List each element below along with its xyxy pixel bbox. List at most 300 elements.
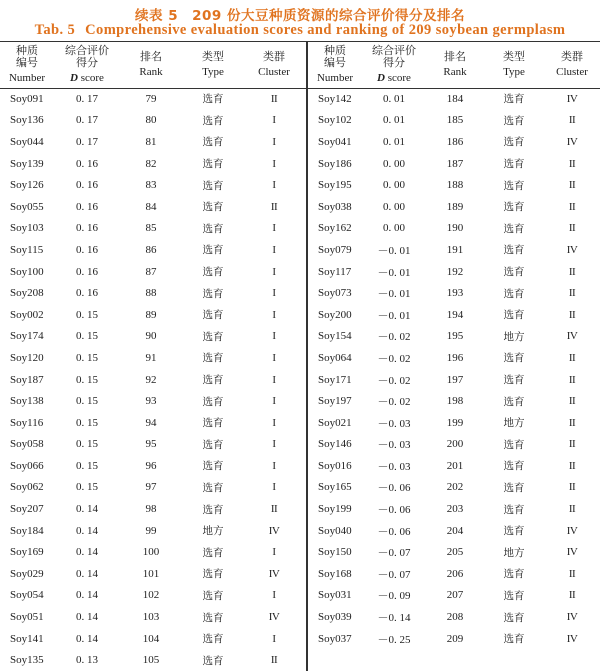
cluster-cell: II	[568, 481, 576, 494]
table-row	[0, 390, 304, 412]
germplasm-id-cell: Soy100	[10, 265, 44, 278]
table-row	[0, 649, 304, 671]
type-cell: 地方	[503, 546, 525, 559]
cluster-cell: II	[568, 503, 576, 516]
dscore-cell: 0. 14	[76, 546, 98, 559]
cluster-cell: II	[568, 222, 576, 235]
dscore-cell: 0. 01	[383, 135, 405, 148]
header-germplasm: 种质 编号 Number	[8, 44, 46, 84]
dscore-cell: 0. 15	[76, 330, 98, 343]
type-cell: 选育	[202, 611, 224, 624]
table-row	[0, 110, 304, 132]
dscore-cell: 0. 16	[76, 179, 98, 192]
type-cell: 选育	[202, 179, 224, 192]
rank-cell: 191	[446, 243, 464, 256]
type-cell: 选育	[202, 633, 224, 646]
rank-cell: 200	[446, 438, 464, 451]
rank-cell: 87	[145, 265, 157, 278]
germplasm-id-cell: Soy141	[10, 632, 44, 645]
germplasm-id-cell: Soy120	[10, 351, 44, 364]
germplasm-id-cell: Soy066	[10, 459, 44, 472]
cluster-cell: II	[568, 351, 576, 364]
germplasm-id-cell: Soy016	[318, 459, 352, 472]
germplasm-id-cell: Soy162	[318, 222, 352, 235]
type-cell: 选育	[202, 287, 224, 300]
dscore-cell: －0. 03	[377, 439, 411, 452]
type-cell: 选育	[202, 352, 224, 365]
dscore-cell: 0. 17	[76, 114, 98, 127]
header-dscore: 综合评价 得分 D score	[65, 44, 109, 84]
rank-cell: 196	[446, 351, 464, 364]
dscore-cell: 0. 15	[76, 416, 98, 429]
table-row	[308, 498, 600, 520]
table-row	[0, 563, 304, 585]
germplasm-id-cell: Soy021	[318, 416, 352, 429]
header-cluster: 类群 Cluster	[258, 50, 290, 78]
rank-cell: 185	[446, 114, 464, 127]
germplasm-id-cell: Soy154	[318, 330, 352, 343]
table-row	[0, 326, 304, 348]
dscore-cell: －0. 01	[377, 309, 411, 322]
cluster-cell: I	[272, 135, 276, 148]
dscore-cell: 0. 14	[76, 567, 98, 580]
germplasm-id-cell: Soy138	[10, 395, 44, 408]
dscore-cell: 0. 01	[383, 114, 405, 127]
table-caption-chinese: 续表 5 209 份大豆种质资源的综合评价得分及排名	[135, 8, 465, 24]
type-cell: 选育	[503, 266, 525, 279]
type-cell: 选育	[202, 589, 224, 602]
germplasm-id-cell: Soy165	[318, 481, 352, 494]
type-cell: 选育	[202, 136, 224, 149]
cluster-cell: II	[270, 654, 278, 667]
dscore-cell: 0. 14	[76, 589, 98, 602]
dscore-cell: －0. 09	[377, 590, 411, 603]
cluster-cell: IV	[268, 524, 280, 537]
dscore-cell: －0. 07	[377, 568, 411, 581]
rank-cell: 198	[446, 395, 464, 408]
cluster-cell: I	[272, 351, 276, 364]
cluster-cell: II	[568, 589, 576, 602]
cluster-cell: I	[272, 416, 276, 429]
cluster-cell: I	[272, 395, 276, 408]
germplasm-id-cell: Soy135	[10, 654, 44, 667]
cluster-cell: IV	[566, 546, 578, 559]
table-row	[308, 628, 600, 650]
type-cell: 选育	[202, 395, 224, 408]
dscore-cell: 0. 14	[76, 632, 98, 645]
germplasm-id-cell: Soy040	[318, 524, 352, 537]
table-row	[308, 477, 600, 499]
type-cell: 选育	[202, 266, 224, 279]
cluster-cell: IV	[566, 243, 578, 256]
table-row	[0, 585, 304, 607]
table-header-rule	[0, 88, 600, 89]
germplasm-id-cell: Soy002	[10, 308, 44, 321]
type-cell: 选育	[503, 525, 525, 538]
rank-cell: 197	[446, 373, 464, 386]
germplasm-id-cell: Soy044	[10, 135, 44, 148]
germplasm-id-cell: Soy054	[10, 589, 44, 602]
dscore-cell: －0. 14	[377, 612, 411, 625]
rank-cell: 199	[446, 416, 464, 429]
table-row	[0, 347, 304, 369]
dscore-cell: 0. 13	[76, 654, 98, 667]
rank-cell: 98	[145, 503, 157, 516]
germplasm-id-cell: Soy126	[10, 179, 44, 192]
type-cell: 选育	[503, 460, 525, 473]
dscore-cell: －0. 06	[377, 525, 411, 538]
germplasm-id-cell: Soy187	[10, 373, 44, 386]
type-cell: 选育	[503, 633, 525, 646]
germplasm-id-cell: Soy171	[318, 373, 352, 386]
germplasm-id-cell: Soy199	[318, 503, 352, 516]
cluster-cell: II	[568, 416, 576, 429]
rank-cell: 83	[145, 179, 157, 192]
cluster-cell: II	[568, 114, 576, 127]
table-row	[0, 282, 304, 304]
germplasm-id-cell: Soy197	[318, 395, 352, 408]
table-row	[0, 455, 304, 477]
type-cell: 选育	[503, 93, 525, 106]
table-row	[308, 347, 600, 369]
table-row	[0, 369, 304, 391]
rank-cell: 103	[142, 611, 160, 624]
germplasm-id-cell: Soy037	[318, 632, 352, 645]
germplasm-id-cell: Soy200	[318, 308, 352, 321]
cluster-cell: I	[272, 308, 276, 321]
cluster-cell: II	[568, 308, 576, 321]
type-cell: 选育	[503, 287, 525, 300]
dscore-cell: －0. 01	[377, 244, 411, 257]
header-cluster: 类群 Cluster	[556, 50, 588, 78]
cluster-cell: II	[568, 395, 576, 408]
germplasm-id-cell: Soy117	[318, 265, 352, 278]
dscore-cell: －0. 06	[377, 482, 411, 495]
germplasm-id-cell: Soy142	[318, 92, 352, 105]
germplasm-id-cell: Soy168	[318, 567, 352, 580]
type-cell: 选育	[202, 330, 224, 343]
rank-cell: 195	[446, 330, 464, 343]
germplasm-id-cell: Soy103	[10, 222, 44, 235]
germplasm-id-cell: Soy091	[10, 92, 44, 105]
table-row	[0, 477, 304, 499]
rank-cell: 208	[446, 611, 464, 624]
cluster-cell: II	[568, 459, 576, 472]
table-row	[308, 434, 600, 456]
rank-cell: 186	[446, 135, 464, 148]
table-row	[308, 110, 600, 132]
table-row	[308, 412, 600, 434]
type-cell: 选育	[202, 222, 224, 235]
dscore-cell: 0. 16	[76, 157, 98, 170]
type-cell: 选育	[202, 481, 224, 494]
rank-cell: 201	[446, 459, 464, 472]
germplasm-id-cell: Soy064	[318, 351, 352, 364]
dscore-cell: －0. 06	[377, 504, 411, 517]
cluster-cell: I	[272, 459, 276, 472]
type-cell: 选育	[503, 136, 525, 149]
dscore-cell: 0. 16	[76, 200, 98, 213]
table-row	[308, 541, 600, 563]
germplasm-id-cell: Soy062	[10, 481, 44, 494]
table-row	[308, 88, 600, 110]
table-row	[308, 174, 600, 196]
dscore-cell: 0. 16	[76, 222, 98, 235]
dscore-cell: 0. 00	[383, 222, 405, 235]
type-cell: 地方	[503, 330, 525, 343]
table-row	[308, 218, 600, 240]
table-row	[0, 88, 304, 110]
table-row	[0, 261, 304, 283]
cluster-cell: II	[568, 567, 576, 580]
table-row	[308, 520, 600, 542]
cluster-cell: II	[568, 200, 576, 213]
type-cell: 选育	[202, 93, 224, 106]
germplasm-id-cell: Soy038	[318, 200, 352, 213]
cluster-cell: II	[270, 503, 278, 516]
table-row	[308, 563, 600, 585]
type-cell: 地方	[503, 417, 525, 430]
germplasm-id-cell: Soy055	[10, 200, 44, 213]
germplasm-id-cell: Soy039	[318, 611, 352, 624]
type-cell: 选育	[202, 654, 224, 667]
scores-table-left	[0, 41, 304, 671]
cluster-cell: I	[272, 287, 276, 300]
rank-cell: 99	[145, 524, 157, 537]
germplasm-id-cell: Soy073	[318, 287, 352, 300]
dscore-cell: －0. 02	[377, 374, 411, 387]
table-top-rule	[0, 41, 600, 42]
cluster-cell: IV	[566, 632, 578, 645]
dscore-cell: －0. 02	[377, 331, 411, 344]
germplasm-id-cell: Soy195	[318, 179, 352, 192]
dscore-cell: 0. 00	[383, 200, 405, 213]
type-cell: 选育	[202, 201, 224, 214]
germplasm-id-cell: Soy041	[318, 135, 352, 148]
table-row	[308, 369, 600, 391]
type-cell: 选育	[202, 374, 224, 387]
cluster-cell: I	[272, 546, 276, 559]
type-cell: 选育	[503, 374, 525, 387]
type-cell: 选育	[503, 611, 525, 624]
type-cell: 选育	[202, 438, 224, 451]
cluster-cell: I	[272, 330, 276, 343]
cluster-cell: I	[272, 222, 276, 235]
type-cell: 选育	[202, 158, 224, 171]
germplasm-id-cell: Soy051	[10, 611, 44, 624]
germplasm-id-cell: Soy150	[318, 546, 352, 559]
rank-cell: 100	[142, 546, 160, 559]
table-row	[308, 261, 600, 283]
table-row	[0, 153, 304, 175]
cluster-cell: I	[272, 243, 276, 256]
header-germplasm: 种质 编号 Number	[316, 44, 354, 84]
cluster-cell: II	[270, 200, 278, 213]
table-row	[308, 153, 600, 175]
dscore-cell: 0. 16	[76, 243, 98, 256]
type-cell: 选育	[503, 438, 525, 451]
dscore-cell: 0. 00	[383, 157, 405, 170]
table-row	[308, 606, 600, 628]
dscore-cell: 0. 15	[76, 459, 98, 472]
rank-cell: 104	[142, 632, 160, 645]
type-cell: 选育	[503, 309, 525, 322]
type-cell: 选育	[202, 460, 224, 473]
cluster-cell: I	[272, 114, 276, 127]
cluster-cell: I	[272, 373, 276, 386]
rank-cell: 102	[142, 589, 160, 602]
germplasm-id-cell: Soy146	[318, 438, 352, 451]
rank-cell: 202	[446, 481, 464, 494]
type-cell: 选育	[202, 309, 224, 322]
type-cell: 地方	[202, 525, 224, 538]
dscore-cell: －0. 03	[377, 417, 411, 430]
header-dscore: 综合评价 得分 D score	[372, 44, 416, 84]
rank-cell: 204	[446, 524, 464, 537]
cluster-cell: I	[272, 157, 276, 170]
table-row	[308, 131, 600, 153]
dscore-cell: 0. 14	[76, 524, 98, 537]
table-caption-english	[0, 22, 600, 39]
table-column-divider	[306, 41, 308, 671]
table-row	[308, 390, 600, 412]
germplasm-id-cell: Soy186	[318, 157, 352, 170]
germplasm-id-cell: Soy102	[318, 114, 352, 127]
table-row	[0, 412, 304, 434]
dscore-cell: －0. 01	[377, 266, 411, 279]
dscore-cell: －0. 02	[377, 396, 411, 409]
header-rank: 排名 Rank	[139, 50, 163, 78]
table-row	[0, 131, 304, 153]
dscore-cell: 0. 17	[76, 92, 98, 105]
dscore-cell: －0. 03	[377, 460, 411, 473]
type-cell: 选育	[503, 114, 525, 127]
germplasm-id-cell: Soy116	[10, 416, 44, 429]
dscore-cell: 0. 14	[76, 611, 98, 624]
cluster-cell: I	[272, 481, 276, 494]
rank-cell: 79	[145, 92, 157, 105]
rank-cell: 193	[446, 287, 464, 300]
rank-cell: 184	[446, 92, 464, 105]
dscore-cell: 0. 15	[76, 395, 98, 408]
table-row	[308, 326, 600, 348]
dscore-cell: －0. 01	[377, 288, 411, 301]
scores-table-right	[308, 41, 600, 649]
rank-cell: 189	[446, 200, 464, 213]
germplasm-id-cell: Soy058	[10, 438, 44, 451]
rank-cell: 85	[145, 222, 157, 235]
rank-cell: 90	[145, 330, 157, 343]
table-row	[0, 218, 304, 240]
cluster-cell: IV	[268, 567, 280, 580]
table-row	[0, 606, 304, 628]
type-cell: 选育	[202, 503, 224, 516]
cluster-cell: IV	[566, 92, 578, 105]
dscore-cell: 0. 15	[76, 373, 98, 386]
cluster-cell: II	[568, 265, 576, 278]
cluster-cell: II	[568, 157, 576, 170]
table-row	[308, 282, 600, 304]
dscore-cell: 0. 16	[76, 287, 98, 300]
type-cell: 选育	[503, 395, 525, 408]
type-cell: 选育	[503, 244, 525, 257]
rank-cell: 92	[145, 373, 157, 386]
germplasm-id-cell: Soy136	[10, 114, 44, 127]
type-cell: 选育	[503, 222, 525, 235]
table-row	[308, 239, 600, 261]
rank-cell: 194	[446, 308, 464, 321]
cluster-cell: II	[568, 438, 576, 451]
rank-cell: 105	[142, 654, 160, 667]
rank-cell: 82	[145, 157, 157, 170]
dscore-cell: 0. 15	[76, 351, 98, 364]
cluster-cell: I	[272, 265, 276, 278]
table-row	[308, 304, 600, 326]
header-rank: 排名 Rank	[443, 50, 467, 78]
type-cell: 选育	[503, 179, 525, 192]
type-cell: 选育	[503, 589, 525, 602]
cluster-cell: IV	[566, 524, 578, 537]
cluster-cell: I	[272, 632, 276, 645]
table-caption-text: Comprehensive evaluation scores and ranking of 209 soybean germplasm	[85, 22, 566, 38]
rank-cell: 96	[145, 459, 157, 472]
dscore-cell: －0. 02	[377, 352, 411, 365]
dscore-cell: 0. 16	[76, 265, 98, 278]
dscore-cell: －0. 07	[377, 547, 411, 560]
type-cell: 选育	[202, 114, 224, 127]
dscore-cell: 0. 01	[383, 92, 405, 105]
cluster-cell: IV	[566, 135, 578, 148]
type-cell: 选育	[503, 503, 525, 516]
cluster-cell: II	[568, 179, 576, 192]
rank-cell: 205	[446, 546, 464, 559]
rank-cell: 88	[145, 287, 157, 300]
table-row	[0, 434, 304, 456]
type-cell: 选育	[503, 481, 525, 494]
rank-cell: 95	[145, 438, 157, 451]
rank-cell: 89	[145, 308, 157, 321]
table-row	[0, 196, 304, 218]
cluster-cell: IV	[566, 330, 578, 343]
rank-cell: 80	[145, 114, 157, 127]
germplasm-id-cell: Soy031	[318, 589, 352, 602]
rank-cell: 203	[446, 503, 464, 516]
table-label: Tab. 5	[34, 22, 76, 38]
header-type: 类型 Type	[503, 50, 525, 78]
dscore-cell: 0. 14	[76, 503, 98, 516]
cluster-cell: IV	[268, 611, 280, 624]
germplasm-id-cell: Soy139	[10, 157, 44, 170]
germplasm-id-cell: Soy207	[10, 503, 44, 516]
rank-cell: 188	[446, 179, 464, 192]
table-row	[308, 585, 600, 607]
table-row	[0, 304, 304, 326]
type-cell: 选育	[503, 352, 525, 365]
rank-cell: 101	[142, 567, 160, 580]
dscore-cell: 0. 00	[383, 179, 405, 192]
table-row	[308, 196, 600, 218]
rank-cell: 94	[145, 416, 157, 429]
rank-cell: 206	[446, 567, 464, 580]
type-cell: 选育	[202, 568, 224, 581]
rank-cell: 97	[145, 481, 157, 494]
cluster-cell: I	[272, 589, 276, 602]
table-row	[308, 455, 600, 477]
type-cell: 选育	[202, 546, 224, 559]
rank-cell: 81	[145, 135, 157, 148]
table-row	[0, 628, 304, 650]
type-cell: 选育	[503, 201, 525, 214]
